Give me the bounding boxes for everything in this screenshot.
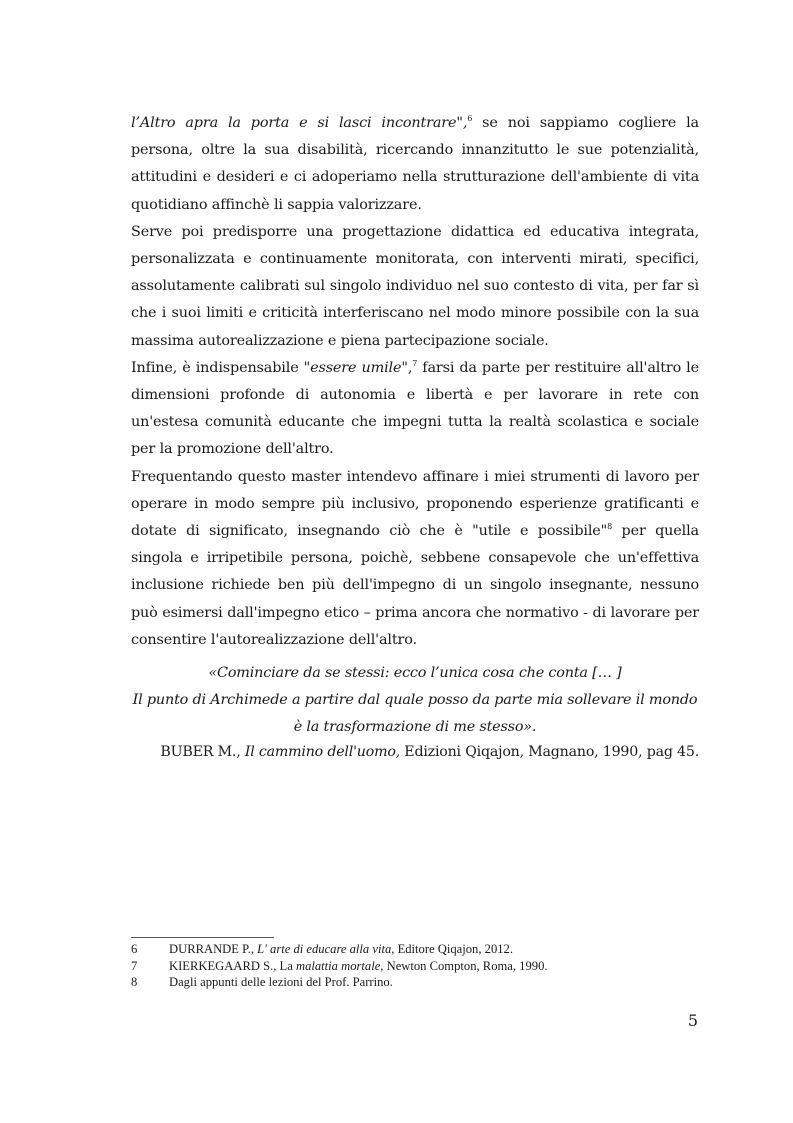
footnote-number: 6	[131, 942, 138, 956]
footnote-author: DURRANDE P.,	[169, 942, 258, 956]
quote-line-2: Il punto di Archimede a partire dal quale posso da parte mia sollevare il mondo	[132, 692, 698, 708]
paragraph-4-lead: Frequentando questo master intendevo affinare i miei strumenti di lavoro per operare in modo sempre più inclusivo, proponendo esperienze gratificanti e dotate di significato, insegnando ciò che è "utile e possibile"	[131, 468, 699, 540]
paragraph-1-text: se noi sappiamo cogliere la persona, oltre la sua disabilità, ricercando innanzitutto le sue potenzialità, attitudini e desideri e ci adoperiamo nella strutturazione dell'ambiente di vita quotidiano affinchè li sappia valorizzare.	[131, 115, 699, 213]
footnote-text	[169, 974, 393, 991]
paragraph-3-quote-close: ",	[401, 359, 413, 376]
footnote-7	[131, 958, 699, 975]
footnote-separator	[131, 937, 274, 938]
paragraph-4	[131, 464, 699, 654]
quote-source-author: BUBER M.,	[160, 744, 245, 760]
paragraph-3	[131, 355, 699, 464]
quote-fragment: l’Altro apra la porta e si lasci incontrare",	[131, 115, 468, 131]
quote-line-1: «Cominciare da se stessi: ecco l’unica cosa che conta [… ]	[208, 665, 622, 681]
footnote-number: 7	[131, 958, 138, 973]
footnote-publisher: , Newton Compton, Roma, 1990.	[380, 958, 548, 973]
footnote-ref-6: 6	[467, 114, 473, 124]
paragraph-3-lead: Infine, è indispensabile "	[131, 359, 311, 376]
paragraph-1	[131, 110, 699, 219]
footnote-8	[131, 974, 699, 991]
emphasis-essere-umile: essere umile	[310, 359, 402, 376]
footnote-author: KIERKEGAARD S., La	[169, 958, 296, 973]
quote-source-publisher: Edizioni Qiqajon, Magnano, 1990, pag 45.	[399, 744, 699, 760]
footnote-number: 8	[131, 975, 138, 989]
paragraph-3-text: farsi da parte per restituire all'altro le dimensioni profonde di autonomia e libertà e per lavorare in rete con un'estesa comunità educante che impegni tutta la realtà scolastica e sociale per la promozione dell'altro.	[131, 359, 699, 458]
paragraph-2: Serve poi predisporre una progettazione didattica ed educativa integrata, personalizzata e continuamente monitorata, con interventi mirati, specifici, assolutamente calibrati sul singolo individuo nel suo contesto di vita, per far sì che i suoi limiti e criticità interferiscano nel modo minore possibile con la sua massima autorealizzazione e piena partecipazione sociale.	[131, 223, 699, 349]
body-text	[131, 110, 699, 654]
footnote-title: L' arte di educare alla vita	[257, 942, 392, 956]
footnote-6	[131, 941, 699, 958]
footnote-publisher: , Editore Qiqajon, 2012.	[391, 942, 513, 956]
footnote-title: malattia mortale	[295, 958, 381, 973]
quote-line-3: è la trasformazione di me stesso».	[293, 719, 537, 735]
quote-source	[131, 744, 699, 760]
footnotes	[131, 941, 699, 991]
epigraph-quote	[131, 660, 699, 741]
footnote-text	[169, 941, 513, 958]
page-number: 5	[687, 1011, 698, 1030]
paragraph-4-text: per quella singola e irripetibile persona, poichè, sebbene consapevole che un'effettiva inclusione richiede ben più dell'impegno di un singolo insegnante, nessuno può esimersi dall'impegno etico – prima ancora che normativo - di lavorare per consentire l'autorealizzazione dell'altro.	[131, 523, 699, 648]
footnote-ref-7: 7	[412, 359, 418, 369]
footnote-text	[169, 958, 548, 975]
footnote-author: Dagli appunti delle lezioni del Prof. Parrino.	[169, 975, 393, 989]
footnote-ref-8: 8	[607, 522, 613, 532]
quote-source-title: Il cammino dell'uomo,	[244, 744, 400, 760]
